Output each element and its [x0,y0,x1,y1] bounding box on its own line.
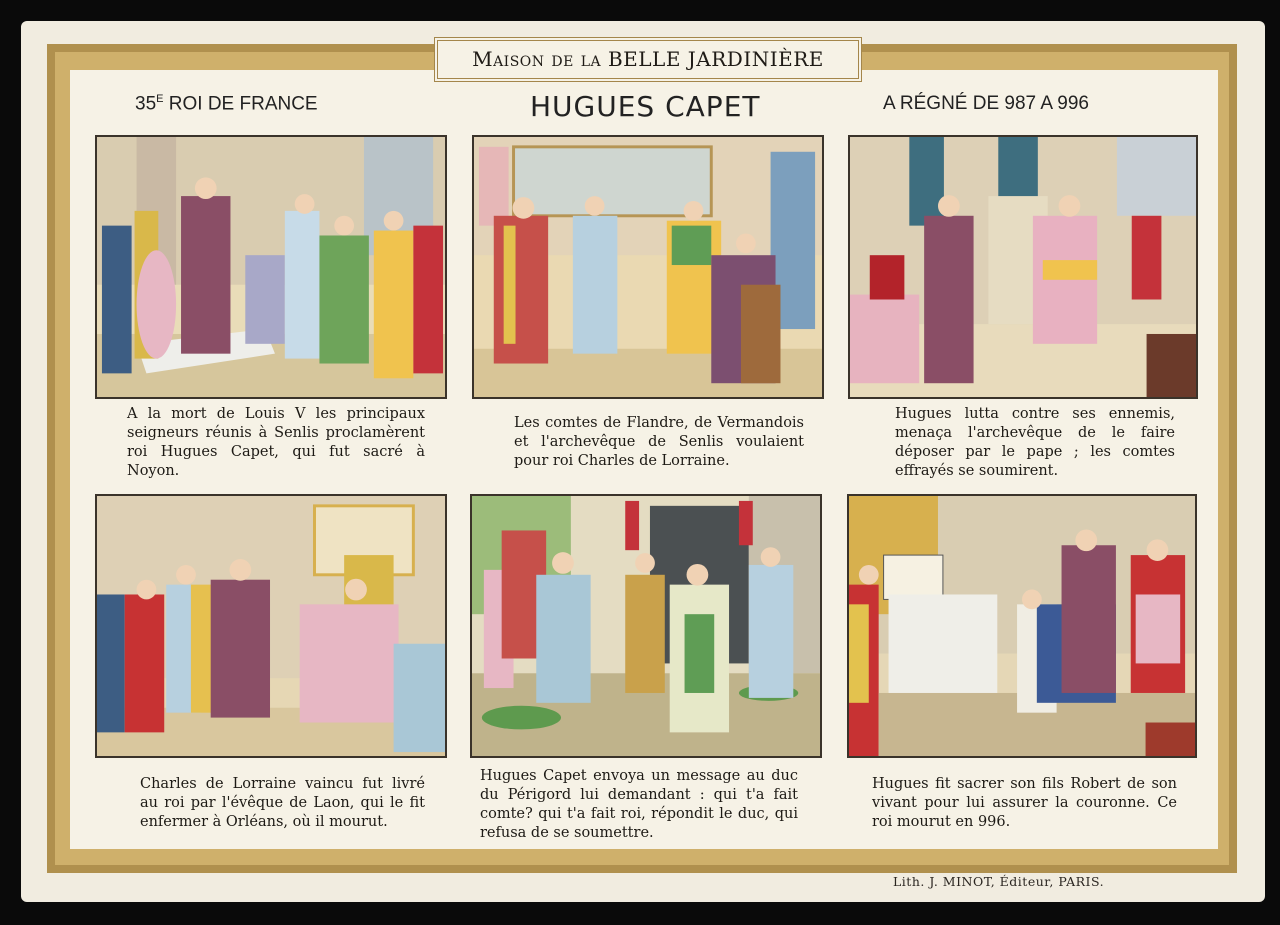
illustration-panel-5 [470,494,822,758]
king-rank: $35^E$ ROI DE FRANCE [135,93,318,115]
king-name: HUGUES CAPET [530,90,761,123]
caption-4: Charles de Lorraine vaincu fut livré au roi par l'évêque de Laon, qui le fit enfermer à Orléans, où il mourut. [140,776,425,830]
caption-1: A la mort de Louis V les principaux seigneurs réunis à Senlis proclamèrent roi Hugues Capet, qui fut sacré à Noyon. [127,406,425,479]
caption-5: Hugues Capet envoya un message au duc du Périgord lui demandant : qui t'a fait comte? qui t'a fait roi, répondit le duc, qui refusa de se soumettre. [480,768,798,841]
maison-title: Maison de la BELLE JARDINIÈRE [472,47,824,71]
illustration-panel-6 [847,494,1197,758]
caption-3: Hugues lutta contre ses ennemis, menaça l'archevêque de le faire déposer par le pape ; les comtes effrayés se soumirent. [895,406,1175,479]
caption-6: Hugues fit sacrer son fils Robert de son vivant pour lui assurer la couronne. Ce roi mourut en 996. [872,776,1177,830]
maison-header [434,37,862,82]
illustration-panel-3 [848,135,1198,399]
reign-dates: A RÉGNÉ DE 987 A 996 [883,93,1089,114]
caption-2: Les comtes de Flandre, de Vermandois et l'archevêque de Senlis voulaient pour roi Charles de Lorraine. [514,415,804,469]
illustration-panel-4 [95,494,447,758]
illustration-panel-1 [95,135,447,399]
publisher-credit: Lith. J. MINOT, Éditeur, PARIS. [893,874,1105,889]
illustration-panel-2 [472,135,824,399]
